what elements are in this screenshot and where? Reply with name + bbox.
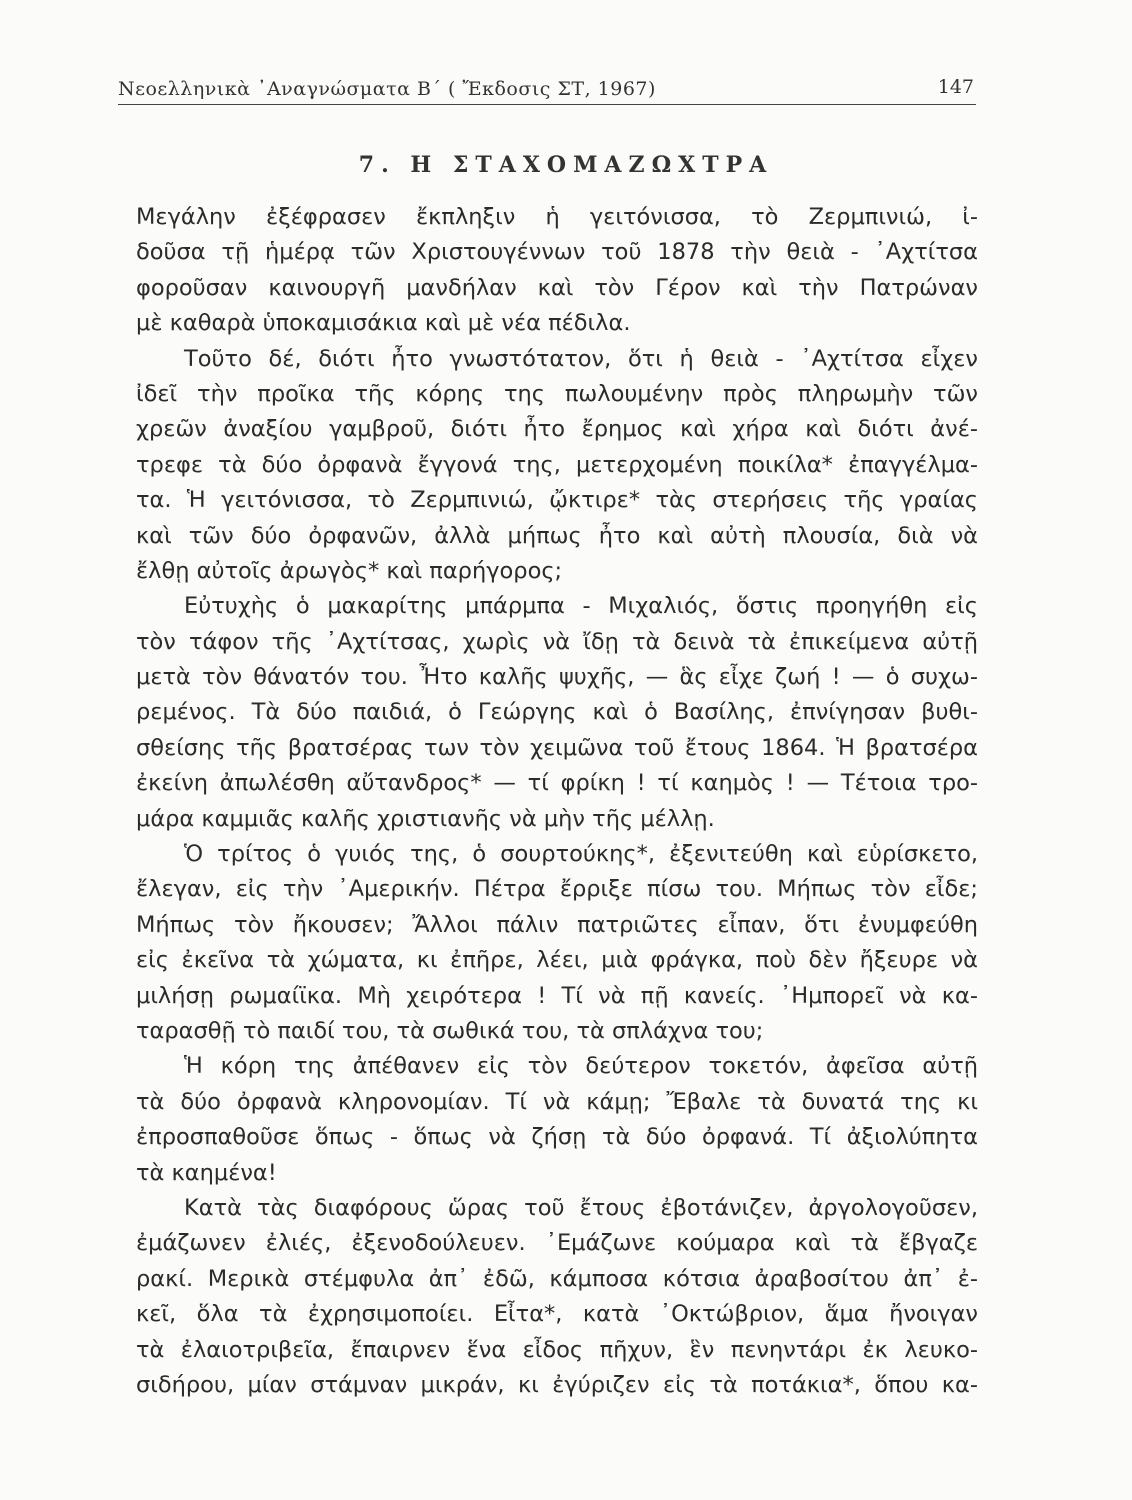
text-line: τὸν τάφον τῆς ᾿Αχτίτσας, χωρὶς νὰ ἴδῃ τὰ δεινὰ τὰ ἐπικείμενα αὐτῇ xyxy=(136,628,978,655)
text-line: δοῦσα τῇ ἡμέρᾳ τῶν Χριστουγέννων τοῦ 1878 τὴν θειὰ - ᾿Αχτίτσα xyxy=(136,239,978,266)
text-line: ρακί. Μερικὰ στέμφυλα ἀπ᾿ ἐδῶ, κάμποσα κότσια ἀραβοσίτου ἀπ᾿ ἐ- xyxy=(136,1265,978,1292)
text-line: Μεγάλην ἐξέφρασεν ἔκπληξιν ἡ γειτόνισσα, τὸ Ζερμπινιώ, ἰ- xyxy=(136,204,978,230)
text-line: τρεφε τὰ δύο ὀρφανὰ ἔγγονά της, μετερχομένη ποικίλα* ἐπαγγέλμα- xyxy=(136,451,978,478)
text-line: Τοῦτο δέ, διότι ἦτο γνωστότατον, ὅτι ἡ θειὰ - ᾿Αχτίτσα εἶχεν xyxy=(184,345,978,372)
text-line: ἐκείνη ἀπωλέσθη αὔτανδρος* — τί φρίκη ! τί καημὸς ! — Τέτοια τρο- xyxy=(136,770,978,797)
body-text xyxy=(136,200,978,1403)
text-line: σθείσης τῆς βρατσέρας των τὸν χειμῶνα τοῦ ἔτους 1864. Ἡ βρατσέρα xyxy=(136,734,978,761)
text-line: ἐμάζωνεν ἐλιές, ἐξενοδούλευεν. ᾿Εμάζωνε κούμαρα καὶ τὰ ἔβγαζε xyxy=(136,1230,978,1257)
text-line: Εὐτυχὴς ὁ μακαρίτης μπάρμπα - Μιχαλιός, ὅστις προηγήθη εἰς xyxy=(184,593,978,620)
text-line: ταρασθῇ τὸ παιδί του, τὰ σωθικά του, τὰ σπλάχνα του; xyxy=(136,1017,764,1044)
text-line: τὰ καημένα! xyxy=(136,1159,277,1186)
text-line: ἰδεῖ τὴν προῖκα τῆς κόρης της πωλουμένην πρὸς πληρωμὴν τῶν xyxy=(136,380,978,407)
text-line: εἰς ἐκεῖνα τὰ χώματα, κι ἐπῆρε, λέει, μιὰ φράγκα, ποὺ δὲν ἤξευρε νὰ xyxy=(136,947,978,974)
text-line: κεῖ, ὅλα τὰ ἐχρησιμοποίει. Εἶτα*, κατὰ ᾿Οκτώβριον, ἅμα ἤνοιγαν xyxy=(136,1301,978,1328)
text-line: σιδήρου, μίαν στάμναν μικράν, κι ἐγύριζεν εἰς τὰ ποτάκια*, ὅπου κα- xyxy=(136,1371,978,1398)
text-line: ἔλθῃ αὐτοῖς ἀρωγὸς* καὶ παρήγορος; xyxy=(136,557,563,584)
text-line: ἔλεγαν, εἰς τὴν ᾿Αμερικήν. Πέτρα ἔρριξε πίσω του. Μήπως τὸν εἶδε; xyxy=(136,876,978,903)
text-line: Κατὰ τὰς διαφόρους ὥρας τοῦ ἔτους ἐβοτάνιζεν, ἀργολογοῦσεν, xyxy=(184,1194,978,1221)
chapter-title: 7. Η ΣΤΑΧΟΜΑΖΩΧΤΡΑ xyxy=(358,152,774,178)
text-line: μετὰ τὸν θάνατόν του. Ἦτο καλῆς ψυχῆς, — ἃς εἶχε ζωή ! — ὁ συχω- xyxy=(136,664,978,691)
text-line: τὰ ἐλαιοτριβεῖα, ἔπαιρνεν ἕνα εἶδος πῆχυν, ἓν πενηντάρι ἐκ λευκο- xyxy=(136,1336,978,1363)
text-line: ἐπροσπαθοῦσε ὅπως - ὅπως νὰ ζήσῃ τὰ δύο ὀρφανά. Τί ἀξιολύπητα xyxy=(136,1124,978,1151)
text-line: Ὁ τρίτος ὁ γυιός της, ὁ σουρτούκης*, ἐξενιτεύθη καὶ εὑρίσκετο, xyxy=(184,841,978,868)
text-line: μιλήσῃ ρωμαίϊκα. Μὴ χειρότερα ! Τί νὰ πῇ κανείς. ᾿Ημπορεῖ νὰ κα- xyxy=(136,982,978,1009)
page-number: 147 xyxy=(937,76,974,98)
text-line: ρεμένος. Τὰ δύο παιδιά, ὁ Γεώργης καὶ ὁ Βασίλης, ἐπνίγησαν βυθι- xyxy=(136,699,978,726)
text-line: καὶ τῶν δύο ὀρφανῶν, ἀλλὰ μήπως ἦτο καὶ αὐτὴ πλουσία, διὰ νὰ xyxy=(136,522,978,549)
text-line: φοροῦσαν καινουργῆ μανδήλαν καὶ τὸν Γέρον καὶ τὴν Πατρώναν xyxy=(136,274,978,301)
text-line: Μήπως τὸν ἤκουσεν; Ἄλλοι πάλιν πατριῶτες εἶπαν, ὅτι ἐνυμφεύθη xyxy=(136,911,978,938)
text-line: Ἡ κόρη της ἀπέθανεν εἰς τὸν δεύτερον τοκετόν, ἀφεῖσα αὐτῇ xyxy=(184,1053,978,1080)
text-line: τα. Ἡ γειτόνισσα, τὸ Ζερμπινιώ, ᾤκτιρε* τὰς στερήσεις τῆς γραίας xyxy=(136,487,978,514)
text-line: τὰ δύο ὀρφανὰ κληρονομίαν. Τί νὰ κάμῃ; Ἔβαλε τὰ δυνατά της κι xyxy=(136,1088,978,1115)
page-header xyxy=(118,72,976,105)
text-line: μάρα καμμιᾶς καλῆς χριστιανῆς νὰ μὴν τῆς μέλλῃ. xyxy=(136,805,715,832)
text-line: μὲ καθαρὰ ὑποκαμισάκια καὶ μὲ νέα πέδιλα. xyxy=(136,310,631,337)
text-line: χρεῶν ἀναξίου γαμβροῦ, διότι ἦτο ἔρημος καὶ χήρα καὶ διότι ἀνέ- xyxy=(136,416,978,443)
running-head: Νεοελληνικὰ ᾿Αναγνώσματα Β΄ ( Ἔκδοσις ΣΤ, 1967) xyxy=(118,78,656,100)
